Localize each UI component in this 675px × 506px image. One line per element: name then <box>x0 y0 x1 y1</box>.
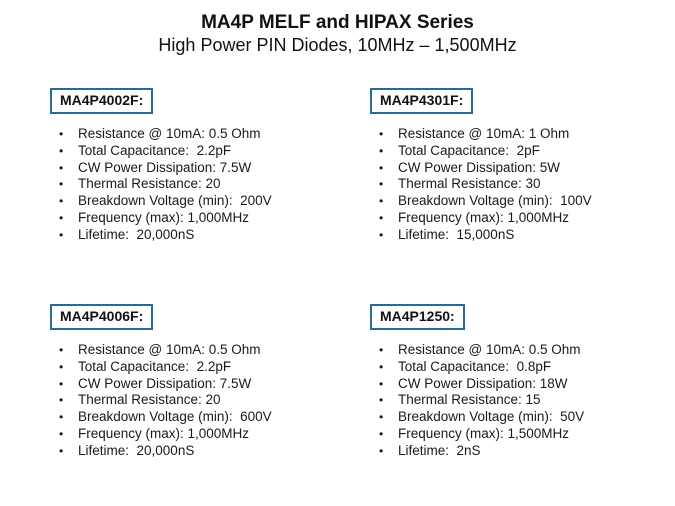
part-panel-ma4p4301f <box>370 88 592 242</box>
slide-subtitle: High Power PIN Diodes, 10MHz – 1,500MHz <box>158 35 517 55</box>
part-number-label: MA4P4301F: <box>370 88 473 114</box>
spec-item: • Resistance @ 10mA: 0.5 Ohm <box>59 342 349 359</box>
spec-item: • Lifetime: 15,000nS <box>379 227 669 244</box>
spec-item: • Resistance @ 10mA: 1 Ohm <box>379 126 669 143</box>
spec-item: • Total Capacitance: 2.2pF <box>59 359 349 376</box>
spec-item: • Total Capacitance: 2pF <box>379 143 669 160</box>
spec-item: • Frequency (max): 1,500MHz <box>379 426 669 443</box>
spec-item: • CW Power Dissipation: 7.5W <box>59 376 349 393</box>
spec-list <box>59 126 349 244</box>
part-number-label: MA4P4006F: <box>50 304 153 330</box>
spec-item: • Frequency (max): 1,000MHz <box>59 210 349 227</box>
spec-list <box>379 126 669 244</box>
part-panel-ma4p4006f <box>50 304 272 458</box>
spec-item: • Thermal Resistance: 30 <box>379 176 669 193</box>
spec-item: • Thermal Resistance: 20 <box>59 392 349 409</box>
spec-item: • Thermal Resistance: 20 <box>59 176 349 193</box>
spec-item: • CW Power Dissipation: 18W <box>379 376 669 393</box>
part-panel-ma4p4002f <box>50 88 272 242</box>
spec-item: • Lifetime: 20,000nS <box>59 443 349 460</box>
spec-item: • Breakdown Voltage (min): 100V <box>379 193 669 210</box>
spec-item: • Resistance @ 10mA: 0.5 Ohm <box>379 342 669 359</box>
spec-item: • Total Capacitance: 2.2pF <box>59 143 349 160</box>
spec-item: • Breakdown Voltage (min): 50V <box>379 409 669 426</box>
slide-title: MA4P MELF and HIPAX Series <box>201 12 474 33</box>
spec-item: • Breakdown Voltage (min): 600V <box>59 409 349 426</box>
part-number-label: MA4P1250: <box>370 304 465 330</box>
spec-list <box>59 342 349 460</box>
spec-item: • Resistance @ 10mA: 0.5 Ohm <box>59 126 349 143</box>
spec-item: • Lifetime: 20,000nS <box>59 227 349 244</box>
spec-item: • CW Power Dissipation: 5W <box>379 160 669 177</box>
spec-item: • Frequency (max): 1,000MHz <box>379 210 669 227</box>
spec-item: • CW Power Dissipation: 7.5W <box>59 160 349 177</box>
spec-item: • Thermal Resistance: 15 <box>379 392 669 409</box>
part-panel-ma4p1250 <box>370 304 585 458</box>
spec-list <box>379 342 669 460</box>
spec-item: • Lifetime: 2nS <box>379 443 669 460</box>
spec-item: • Breakdown Voltage (min): 200V <box>59 193 349 210</box>
spec-item: • Total Capacitance: 0.8pF <box>379 359 669 376</box>
spec-item: • Frequency (max): 1,000MHz <box>59 426 349 443</box>
part-number-label: MA4P4002F: <box>50 88 153 114</box>
